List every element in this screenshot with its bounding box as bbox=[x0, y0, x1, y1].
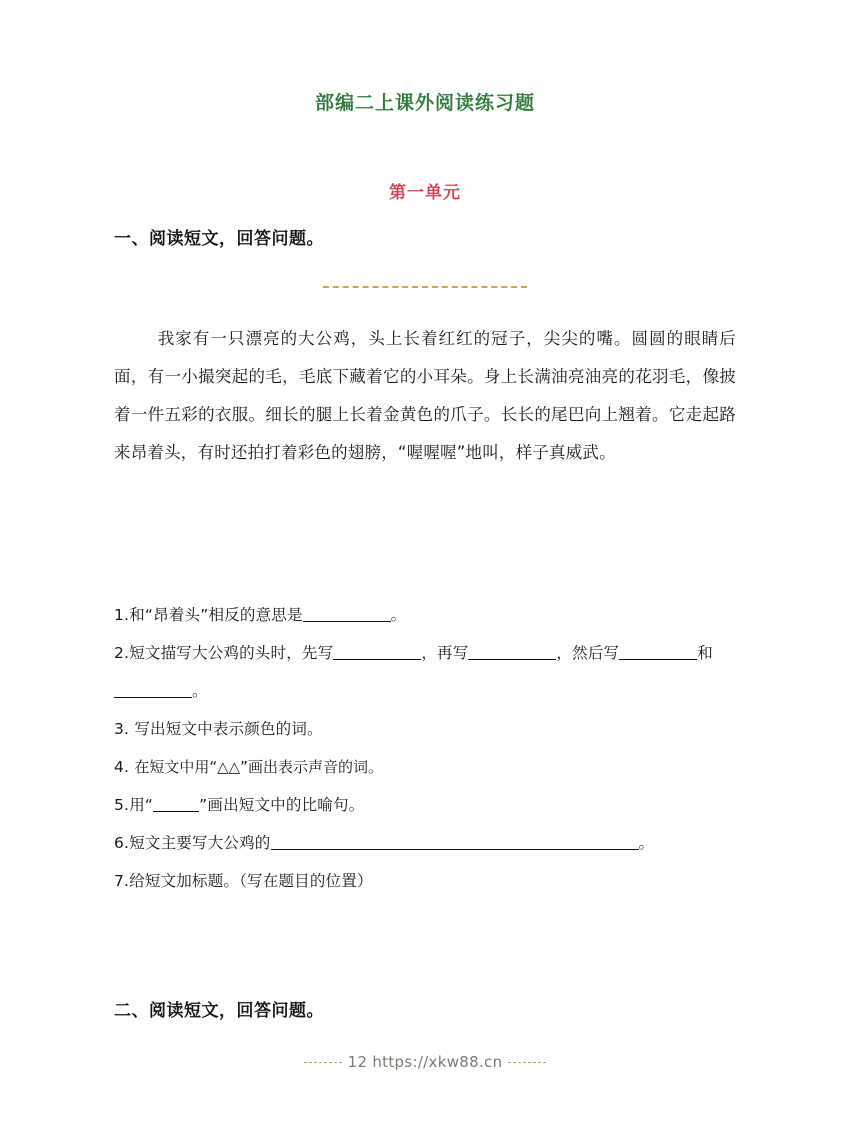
footer-text: 12 https://xkw88.cn bbox=[347, 1053, 503, 1071]
question-6-text-b: 。 bbox=[638, 834, 655, 852]
passage-title-blank bbox=[0, 286, 850, 288]
question-7-text: 给短文加标题。（写在题目的位置） bbox=[129, 872, 373, 890]
question-item-3 bbox=[114, 710, 739, 748]
section-heading-two: 二、阅读短文，回答问题。 bbox=[114, 1001, 324, 1021]
question-list bbox=[114, 596, 739, 900]
question-item-1 bbox=[114, 596, 739, 634]
question-2-blank-2[interactable] bbox=[468, 642, 556, 660]
question-5-number: 5. bbox=[114, 796, 130, 814]
question-1-text-b: 。 bbox=[390, 606, 407, 624]
question-2-text-e: 。 bbox=[192, 682, 208, 700]
section-heading-one: 一、阅读短文，回答问题。 bbox=[114, 229, 324, 249]
question-2-blank-1[interactable] bbox=[333, 642, 421, 660]
question-6-number: 6. bbox=[114, 834, 130, 852]
question-item-7 bbox=[114, 862, 739, 900]
question-3-text: 写出短文中表示颜色的词。 bbox=[134, 720, 323, 738]
question-2-number: 2. bbox=[114, 644, 130, 662]
question-item-4 bbox=[114, 748, 739, 786]
question-2-text-a: 短文描写大公鸡的头时，先写 bbox=[129, 644, 334, 662]
question-4-number: 4. bbox=[114, 758, 130, 776]
footer-rule-left bbox=[304, 1062, 342, 1063]
passage-text: 我家有一只漂亮的大公鸡，头上长着红红的冠子，尖尖的嘴。圆圆的眼睛后面，有一小撮突起的毛，毛底下藏着它的小耳朵。身上长满油亮油亮的花羽毛，像披着一件五彩的衣服。细长的腿上长着金黄色的爪子。长长的尾巴向上翘着。它走起路来昂着头，有时还拍打着彩色的翅膀，“喔喔喔”地叫，样子真威武。 bbox=[114, 329, 736, 462]
question-item-5 bbox=[114, 786, 739, 824]
question-1-blank-1[interactable] bbox=[303, 604, 391, 622]
question-6-blank-1[interactable] bbox=[271, 832, 639, 850]
question-5-blank-1[interactable] bbox=[153, 794, 199, 812]
question-2-text-c: ，然后写 bbox=[556, 644, 620, 662]
unit-heading: 第一单元 bbox=[389, 183, 461, 203]
question-5-text-b: ”画出短文中的比喻句。 bbox=[199, 796, 365, 814]
question-item-6 bbox=[114, 824, 739, 862]
document-title: 部编二上课外阅读练习题 bbox=[314, 92, 535, 114]
question-2-text-d: 和 bbox=[697, 644, 713, 662]
question-2-blank-4[interactable] bbox=[114, 680, 192, 698]
question-4-text: 在短文中用“△△”画出表示声音的词。 bbox=[134, 758, 383, 776]
question-item-2 bbox=[114, 634, 739, 710]
question-7-number: 7. bbox=[114, 872, 130, 890]
question-2-text-b: ，再写 bbox=[421, 644, 469, 662]
passage-title-blank-rule bbox=[323, 286, 527, 288]
question-1-text-a: 和“昂着头”相反的意思是 bbox=[129, 606, 303, 624]
question-6-text-a: 短文主要写大公鸡的 bbox=[129, 834, 271, 852]
reading-passage bbox=[114, 320, 736, 472]
question-5-text-a: 用“ bbox=[129, 796, 154, 814]
question-3-number: 3. bbox=[114, 720, 130, 738]
question-2-blank-3[interactable] bbox=[619, 642, 697, 660]
question-1-number: 1. bbox=[114, 606, 130, 624]
page-footer bbox=[0, 1053, 850, 1071]
footer-rule-right bbox=[508, 1062, 546, 1063]
